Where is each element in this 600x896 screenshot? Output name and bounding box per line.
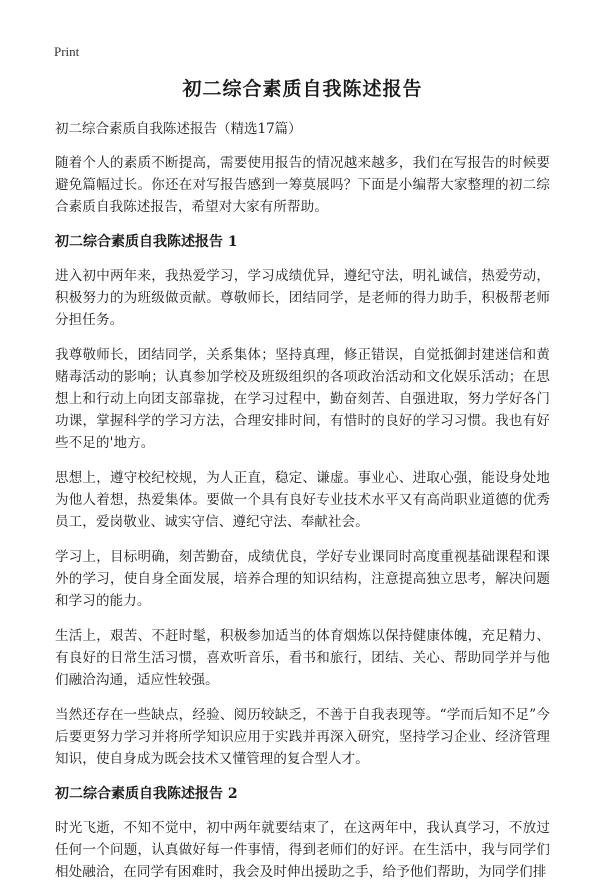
paragraph: 学习上，目标明确，刻苦勤奋，成绩优良，学好专业课同时高度重视基础课程和课外的学习，使自身全面发展，培养合理的知识结构，注意提高独立思考，解决问题和学习的能力。 [55,549,550,609]
intro-paragraph: 随着个人的素质不断提高，需要使用报告的情况越来越多，我们在写报告的时候要避免篇幅过长。你还在对写报告感到一筹莫展吗？下面是小编帮大家整理的初二综合素质自我陈述报告，希望对大家有所帮助。 [55,155,550,215]
paragraph: 当然还存在一些缺点，经验、阅历较缺乏，不善于自我表现等。“学而后知不足”今后要更努力学习并将所学知识应用于实践并再深入研究，坚持学习企业、经济管理知识，使自身成为既会技术又懂管理的复合型人才。 [55,707,550,767]
document-subtitle: 初二综合素质自我陈述报告（精选17篇） [55,121,302,137]
section-heading: 初二综合素质自我陈述报告 2 [55,786,238,802]
paragraph: 我尊敬师长，团结同学，关系集体；坚持真理，修正错误，自觉抵御封建迷信和黄赌毒活动的影响；认真参加学校及班级组织的各项政治活动和文化娱乐活动；在思想上和行动上向团支部靠拢，在学习过程中，勤奋刻苦、自强进取，努力学好各门功课，掌握科学的学习方法，合理安排时间，有惜时的良好的学习习惯。我也有好些不足的'地方。 [55,347,550,451]
document-body [55,74,550,896]
section-heading: 初二综合素质自我陈述报告 1 [55,234,238,250]
document-title: 初二综合素质自我陈述报告 [182,78,423,100]
paragraph: 进入初中两年来，我热爱学习，学习成绩优异，遵纪守法，明礼诚信，热爱劳动，积极努力的为班级做贡献。尊敬师长，团结同学，是老师的得力助手，积极帮老师分担任务。 [55,268,550,328]
paragraph: 生活上，艰苦、不赶时髦，积极参加适当的体育烟炼以保持健康体魄，充足精力、有良好的日常生活习惯，喜欢听音乐，看书和旅行，团结、关心、帮助同学并与他们融洽沟通，适应性较强。 [55,628,550,688]
paragraph: 思想上，遵守校纪校规，为人正直，稳定、谦虚。事业心、进取心强，能设身处地为他人着想，热爱集体。要做一个具有良好专业技术水平又有高尚职业道德的优秀员工，爱岗敬业、诚实守信、遵纪守法、奉献社会。 [55,470,550,530]
paragraph: 时光飞逝，不知不觉中，初中两年就要结束了，在这两年中，我认真学习，不放过任何一个问题，认真做好每一件事情，得到老师们的好评。在生活中，我与同学们相处融洽，在同学有困难时，我会及时伸出援助之手，给予他们帮助，为同学们排 [55,820,550,880]
print-link[interactable]: Print [54,44,80,59]
